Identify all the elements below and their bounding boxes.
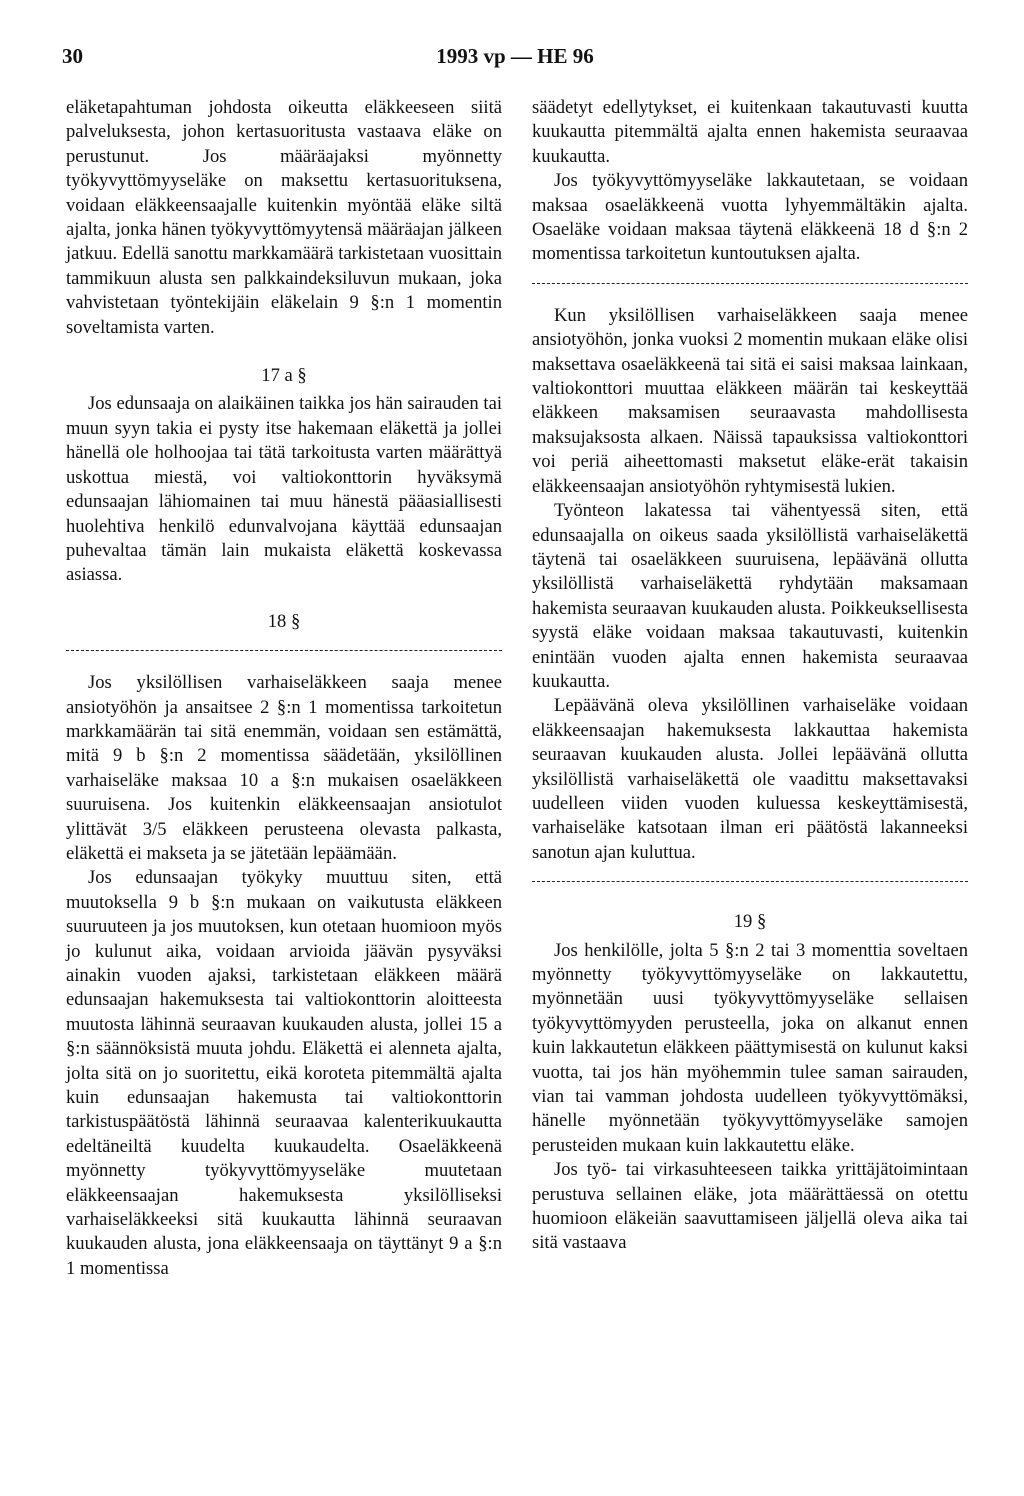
- omission-dash-line: [532, 283, 968, 296]
- paragraph: Jos edunsaaja on alaikäinen taikka jos hän sairauden tai muun syyn takia ei pysty itse hakemaan eläkettä ja jollei hänellä ole holhoojaa tai tätä tarkoitusta varten määrättyä uskottua miestä, voi valtiokonttorin hyväksymä edunsaajan lähiomainen tai muu hänestä pääasiallisesti huolehtiva henkilö edunvalvojana käyttää edunsaajan puhevaltaa tämän lain mukaista eläkettä koskevassa asiassa.: [66, 393, 502, 586]
- left-column: [66, 96, 502, 1281]
- paragraph: Kun yksilöllisen varhaiseläkkeen saaja menee ansiotyöhön, jonka vuoksi 2 momentin mukaan eläke olisi maksettava osaeläkkeenä tai sitä ei saisi maksaa lainkaan, valtiokonttori muuttaa eläkkeen määrän tai keskeyttää eläkkeen maksamisen seuraavasta mahdollisesta maksujaksosta alkaen. Näissä tapauksissa valtiokonttori voi periä aiheettomasti maksetut eläke-erät takaisin eläkkeensaajan ansiotyöhön ryhtymisestä lukien.: [532, 304, 968, 497]
- omission-dash-line: [66, 650, 502, 663]
- paragraph: Jos henkilölle, jolta 5 §:n 2 tai 3 momenttia soveltaen myönnetty työkyvyttömyyseläke on lakkautettu, myönnetään uusi työkyvyttömyyseläke sellaisen työkyvyttömyyden perusteella, joka on alkanut ennen kuin lakkautetun eläkkeen päättymisestä on kulunut kaksi vuotta, tai jos hän myöhemmin tulee saman sairauden, vian tai vamman johdosta uudelleen työkyvyttömäksi, hänelle myönnetään työkyvyttömyyseläke samojen perusteiden mukaan kuin lakkautettu eläke.: [532, 939, 968, 1156]
- document-title: 1993 vp — HE 96: [436, 44, 594, 68]
- right-column: [532, 96, 968, 1256]
- section-heading-17a: 17 a §: [261, 365, 307, 387]
- paragraph: Jos yksilöllisen varhaiseläkkeen saaja menee ansiotyöhön ja ansaitsee 2 §:n 1 momentissa tarkoitetun markkamäärän tai sitä enemmän, voidaan sen estämättä, mitä 9 b §:n 2 momentissa säädetään, yksilöllinen varhaiseläke maksaa 10 a §:n mukaisen osaeläkkeen suuruisena. Jos kuitenkin eläkkeensaajan ansiotulot ylittävät 3/5 eläkkeen perusteena olevasta palkasta, eläkettä ei makseta ja se jätetään lepäämään.: [66, 672, 502, 864]
- paragraph: eläketapahtuman johdosta oikeutta eläkkeeseen siitä palveluksesta, johon kertasuoritusta vastaava eläke on perustunut. Jos määräajaksi myönnetty työkyvyttömyyseläke on maksettu kertasuorituksena, voidaan eläkkeensaajalle kuitenkin myöntää eläke siltä ajalta, jonka hänen työkyvyttömyytensä määräajan jälkeen jatkuu. Edellä sanottu markkamäärä tarkistetaan vuosittain tammikuun alusta sen palkkaindeksiluvun mukaan, joka vahvistetaan työntekijäin eläkelain 9 §:n 1 momentin soveltamista varten.: [66, 97, 502, 338]
- section-heading-19: 19 §: [733, 911, 767, 933]
- paragraph: Jos työ- tai virkasuhteeseen taikka yrittäjätoimintaan perustuva sellainen eläke, jota määrättäessä on otettu huomioon eläkeiän saavuttamiseen jäljellä oleva aika tai sitä vastaava: [532, 1159, 968, 1254]
- paragraph: Jos edunsaajan työkyky muuttuu siten, että muutoksella 9 b §:n mukaan on vaikutusta eläkkeen suuruuteen ja jos muutoksen, kun otetaan huomioon myös jo kulunut aika, voidaan arvioida jäävän pysyväksi ainakin vuoden ajaksi, tarkistetaan eläkkeen määrä edunsaajan hakemuksesta tai valtiokonttorin aloitteesta muutosta lähinnä seuraavan kuukauden alusta, jollei 15 a §:n säännöksistä muuta johdu. Eläkettä ei alenneta ajalta, jolta sitä on jo suoritettu, eikä koroteta pitemmältä ajalta kuin edunsaajan hakemusta tai valtiokonttorin tarkistuspäätöstä lähinnä seuraavaa kalenterikuukautta edeltäneiltä kuudelta kuukaudelta. Osaeläkkeenä myönnetty työkyvyttömyyseläke muutetaan eläkkeensaajan hakemuksesta yksilölliseksi varhaiseläkkeeksi sitä kuukautta lähinnä seuraavan kuukauden alusta, jona eläkkeensaaja on täyttänyt 9 a §:n 1 momentissa: [66, 867, 502, 1279]
- omission-dash-line: [532, 881, 968, 894]
- paragraph: Työnteon lakatessa tai vähentyessä siten, että edunsaajalla on oikeus saada yksilöllistä varhaiseläkettä täytenä tai osaeläkkeen suuruisena, lepäävänä ollutta yksilöllistä varhaiseläkettä ryhdytään maksamaan hakemista seuraavan kuukauden alusta. Poikkeuksellisesta syystä eläke voidaan maksaa takautuvasti, kuitenkin enintään vuoden ajalta ennen hakemista seuraavaa kuukautta.: [532, 500, 968, 692]
- page-number: 30: [62, 44, 83, 68]
- paragraph: säädetyt edellytykset, ei kuitenkaan takautuvasti kuutta kuukautta pitemmältä ajalta ennen hakemista seuraavaa kuukautta.: [532, 97, 968, 167]
- section-heading-18: 18 §: [267, 610, 301, 632]
- paragraph: Jos työkyvyttömyyseläke lakkautetaan, se voidaan maksaa osaeläkkeenä vuotta lyhyemmältäkin ajalta. Osaeläke voidaan maksaa täytenä eläkkeenä 18 d §:n 2 momentissa tarkoitetun kuntoutuksen ajalta.: [532, 170, 968, 265]
- paragraph: Lepäävänä oleva yksilöllinen varhaiseläke voidaan eläkkeensaajan hakemuksesta lakkauttaa hakemista seuraavan kuukauden alusta. Jollei lepäävänä ollutta yksilöllistä varhaiseläkettä ole vaadittu maksettavaksi uudelleen viiden vuoden kuluessa keskeyttämisestä, varhaiseläke katsotaan ilman eri päätöstä lakanneeksi sanotun ajan kuluttua.: [532, 695, 968, 863]
- page-header: [62, 44, 968, 74]
